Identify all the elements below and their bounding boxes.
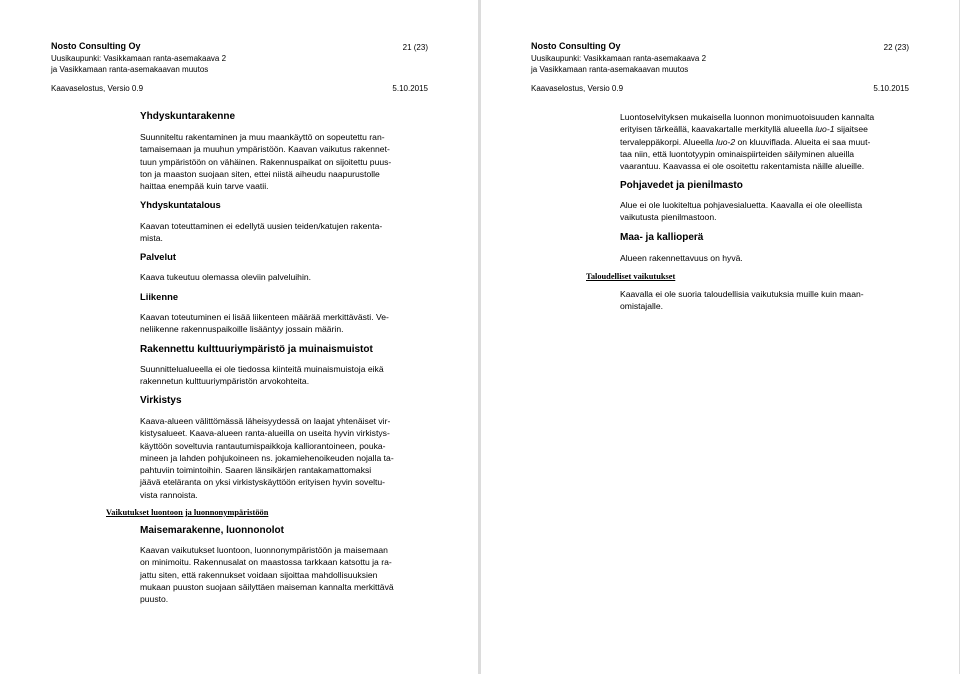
paragraph: Alue ei ole luokiteltua pohjavesialuetta. Kaavalla ei ole oleellista vaikutusta pienilmastoon. (620, 200, 863, 223)
section-heading-vaikutukset-luontoon: Vaikutukset luontoon ja luonnonympäristöön (106, 508, 269, 517)
heading-virkistys: Virkistys (140, 395, 182, 406)
document-page-right (481, 0, 959, 674)
paragraph: Kaava-alueen välittömässä läheisyydessä on laajat yhtenäiset vir- kistysalueet. Kaava-alueen ranta-alueilla on useita hyvin virkistys- käyttöön soveltuvia rantautumispaikkoja kalliorantoineen, pouka- mineen ja lahden pohjukoineen ns. jokamiehenoikeuden nojalla ta- pahtuviin toimintoihin. Saaren länsikärjen rantakamattomaksi jäävä eteläranta on yksi virkistyskäyttöön erityisen hyvin soveltu- vista rannoista. (140, 416, 394, 500)
version-line (531, 83, 909, 94)
heading-yhdyskuntarakenne: Yhdyskuntarakenne (140, 111, 236, 122)
heading-palvelut: Palvelut (140, 251, 176, 262)
page-number: 22 (23) (883, 43, 909, 52)
area-code-luo-2: luo-2 (716, 136, 736, 147)
header-title-2: ja Vasikkamaan ranta-asemakaavan muutos (531, 65, 689, 74)
area-code-luo-1: luo-1 (815, 124, 835, 135)
header-title-2: ja Vasikkamaan ranta-asemakaavan muutos (51, 65, 209, 74)
paragraph: Kaavan toteuttaminen ei edellytä uusien teiden/katujen rakenta- mista. (140, 221, 383, 244)
heading-yhdyskuntatalous: Yhdyskuntatalous (140, 199, 221, 210)
company-name: Nosto Consulting Oy (531, 41, 621, 51)
paragraph: Alueen rakennettavuus on hyvä. (620, 253, 743, 263)
company-name: Nosto Consulting Oy (51, 41, 141, 51)
page-header (51, 41, 428, 75)
document-page-left (0, 0, 478, 674)
paragraph: Kaavalla ei ole suoria taloudellisia vaikutuksia muille kuin maan- omistajalle. (620, 289, 864, 312)
version-text: Kaavaselostus, Versio 0.9 (531, 84, 624, 93)
paragraph: Suunnittelualueella ei ole tiedossa kiinteitä muinaismuistoja eikä rakennetun kulttuuriympäristön arvokohteita. (140, 364, 384, 387)
heading-liikenne: Liikenne (140, 291, 179, 302)
section-heading-taloudelliset-vaikutukset: Taloudelliset vaikutukset (586, 272, 676, 281)
version-date: 5.10.2015 (873, 84, 909, 93)
version-text: Kaavaselostus, Versio 0.9 (51, 84, 144, 93)
page-number: 21 (23) (402, 43, 428, 52)
heading-maisemarakenne: Maisemarakenne, luonnonolot (140, 525, 284, 536)
paragraph: Suunniteltu rakentaminen ja muu maankäyttö on sopeutettu ran- tamaisemaan ja muuhun ympäristöön. Kaavan vaikutus rakennet- tuun ympäristöön on vähäinen. Rakennuspaikat on sijoitettu puus- ton ja maaston suojaan siten, ettei niistä aiheudu naapurustolle haittaa enempää kuin tarve vaatii. (140, 132, 392, 192)
heading-pohjavedet: Pohjavedet ja pienilmasto (620, 180, 743, 191)
page-header (531, 41, 909, 75)
header-title-1: Uusikaupunki: Vasikkamaan ranta-asemakaava 2 (51, 54, 227, 63)
paragraph: Kaavan toteutuminen ei lisää liikenteen määrää merkittävästi. Ve- neliikenne rakennuspaikoille lisääntyy jossain määrin. (140, 312, 389, 335)
header-title-1: Uusikaupunki: Vasikkamaan ranta-asemakaava 2 (531, 54, 707, 63)
version-line (51, 83, 428, 94)
heading-rakennettu-kulttuuriymparisto: Rakennettu kulttuuriympäristö ja muinaismuistot (140, 344, 373, 355)
paragraph: Luontoselvityksen mukaisella luonnon monimuotoisuuden kannalta erityisen tärkeällä, kaavakartalle merkityllä alueella luo-1 sijaitsee tervaleppäkorpi. Alueella luo-2 on kluuviflada. Alueita ei saa muut- taa niin, että luontotyypin ominaispiirteiden säilyminen alueilla vaarantuu. Kaavassa ei ole osoitettu rakentamista näille alueille. (620, 112, 875, 172)
paragraph: Kaava tukeutuu olemassa oleviin palveluihin. (140, 272, 312, 282)
heading-maa-ja-kalliopera: Maa- ja kallioperä (620, 232, 704, 243)
version-date: 5.10.2015 (392, 84, 428, 93)
paragraph: Kaavan vaikutukset luontoon, luonnonympäristöön ja maisemaan on minimoitu. Rakennusalat on maastossa tarkkaan katsottu ja ra- jattu siten, että rakennukset voidaan sijoittaa mahdollisuuksien mukaan puuston suojaan säilyttäen maiseman kannalta merkittävä puusto. (140, 545, 394, 605)
